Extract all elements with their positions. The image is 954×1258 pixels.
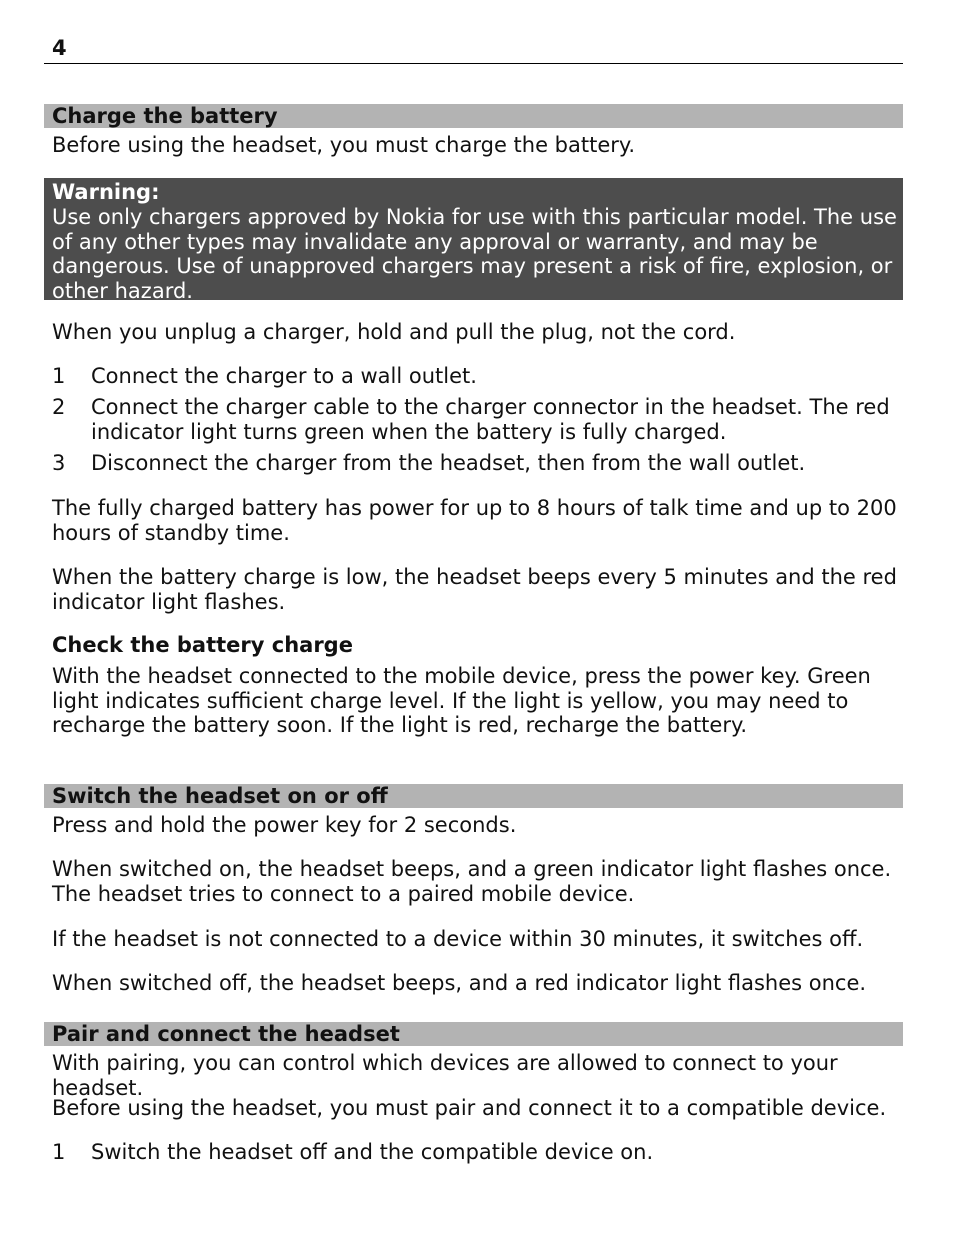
paragraph-check-charge: With the headset connected to the mobile device, press the power key. Green light indicates sufficient charge level. If the light is yellow, you may need to recharge the battery soon. If the light is red, recharge the battery.: [52, 664, 871, 737]
paragraph-pair-2: Before using the headset, you must pair and connect it to a compatible device.: [52, 1096, 887, 1120]
paragraph-switch-2: When switched on, the headset beeps, and a green indicator light flashes once. The headset tries to connect to a paired mobile device.: [52, 857, 892, 906]
paragraph-switch-3: If the headset is not connected to a device within 30 minutes, it switches off.: [52, 927, 864, 951]
paragraph-switch-1: Press and hold the power key for 2 seconds.: [52, 813, 517, 837]
paragraph-charge-intro: Before using the headset, you must charge the battery.: [52, 133, 636, 157]
step-number: 2: [52, 395, 66, 419]
step-text: Connect the charger cable to the charger connector in the headset. The red indicator light turns green when the battery is fully charged.: [91, 395, 890, 444]
step-number: 3: [52, 451, 66, 475]
warning-title: Warning:: [52, 180, 160, 204]
paragraph-switch-4: When switched off, the headset beeps, and a red indicator light flashes once.: [52, 971, 867, 995]
warning-body: Use only chargers approved by Nokia for use with this particular model. The use of any other types may invalidate any approval or warranty, and may be dangerous. Use of unapproved chargers may present a risk of fire, explosion, or other hazard.: [52, 205, 897, 303]
step-number: 1: [52, 1140, 66, 1164]
warning-box: [44, 178, 903, 303]
section-header-switch: [44, 784, 903, 808]
section-title: Charge the battery: [52, 104, 278, 128]
paragraph-low-battery: When the battery charge is low, the headset beeps every 5 minutes and the red indicator light flashes.: [52, 565, 897, 614]
subheading-check-charge: Check the battery charge: [52, 633, 353, 657]
step-text: Connect the charger to a wall outlet.: [91, 364, 477, 388]
paragraph-power: The fully charged battery has power for up to 8 hours of talk time and up to 200 hours of standby time.: [52, 496, 897, 545]
step-text: Disconnect the charger from the headset, then from the wall outlet.: [91, 451, 806, 475]
paragraph-pair-1: With pairing, you can control which devices are allowed to connect to your headset.: [52, 1051, 838, 1100]
paragraph-unplug: When you unplug a charger, hold and pull the plug, not the cord.: [52, 320, 736, 344]
section-header-pair: [44, 1022, 903, 1046]
step-text: Switch the headset off and the compatible device on.: [91, 1140, 654, 1164]
section-title: Pair and connect the headset: [52, 1022, 400, 1046]
page-number: 4: [52, 36, 67, 60]
section-header-charge: [44, 104, 903, 128]
section-title: Switch the headset on or off: [52, 784, 388, 808]
header-rule: [44, 63, 903, 64]
step-number: 1: [52, 364, 66, 388]
